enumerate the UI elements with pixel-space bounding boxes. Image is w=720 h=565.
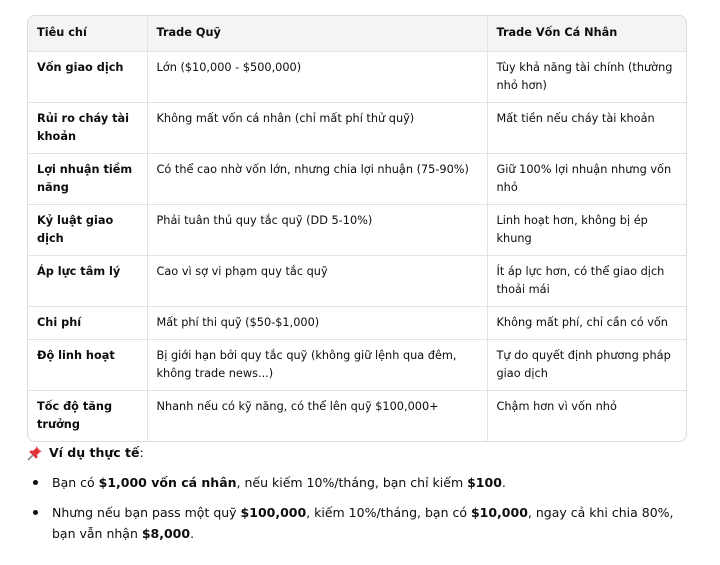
text: Bạn có xyxy=(52,475,99,490)
row-criteria: Chi phí xyxy=(28,307,147,340)
row-criteria: Lợi nhuận tiềm năng xyxy=(28,154,147,205)
row-fund-value: Bị giới hạn bởi quy tắc quỹ (không giữ lệnh qua đêm, không trade news...) xyxy=(147,340,487,391)
example-heading xyxy=(27,443,144,463)
row-criteria: Tốc độ tăng trưởng xyxy=(37,400,113,431)
table-row xyxy=(28,103,686,154)
row-criteria: Rủi ro cháy tài khoản xyxy=(28,103,147,154)
text: , ngay cả khi chia 80%, bạn vẫn nhận xyxy=(52,505,674,541)
header-fund-trading: Trade Quỹ xyxy=(147,16,487,52)
row-personal-value: Ít áp lực hơn, có thể giao dịch thoải mái xyxy=(487,256,686,307)
row-fund-value: Mất phí thi quỹ ($50-$1,000) xyxy=(147,307,487,340)
row-fund-value: Cao vì sợ vi phạm quy tắc quỹ xyxy=(147,256,487,307)
pushpin-icon xyxy=(27,445,43,461)
row-personal-value: Tự do quyết định phương pháp giao dịch xyxy=(487,340,686,391)
row-fund-value: Lớn ($10,000 - $500,000) xyxy=(147,52,487,103)
row-fund-value: Có thể cao nhờ vốn lớn, nhưng chia lợi nhuận (75-90%) xyxy=(147,154,487,205)
text: , kiếm 10%/tháng, bạn có xyxy=(306,505,471,520)
list-item xyxy=(27,472,697,493)
example-list xyxy=(27,472,697,553)
text: . xyxy=(190,526,195,541)
row-fund-value: Không mất vốn cá nhân (chỉ mất phí thử quỹ) xyxy=(147,103,487,154)
header-criteria: Tiêu chí xyxy=(28,16,147,52)
row-criteria: Áp lực tâm lý xyxy=(28,256,147,307)
table-row xyxy=(28,154,686,205)
row-criteria: Kỷ luật giao dịch xyxy=(28,205,147,256)
row-personal-value: Tùy khả năng tài chính (thường nhỏ hơn) xyxy=(487,52,686,103)
row-criteria: Vốn giao dịch xyxy=(28,52,147,103)
row-criteria: Độ linh hoạt xyxy=(28,340,147,391)
table-row xyxy=(28,205,686,256)
bold-text: $100,000 xyxy=(240,505,307,520)
row-personal-value: Giữ 100% lợi nhuận nhưng vốn nhỏ xyxy=(487,154,686,205)
bold-text: $100 xyxy=(467,475,502,490)
table-row xyxy=(28,391,686,442)
table-row xyxy=(28,52,686,103)
text: , nếu kiếm 10%/tháng, bạn chỉ kiếm xyxy=(236,475,468,490)
table-row xyxy=(28,256,686,307)
table-row xyxy=(28,307,686,340)
table-header-row xyxy=(28,16,686,52)
header-personal-capital: Trade Vốn Cá Nhân xyxy=(487,16,686,52)
text: . xyxy=(501,475,506,490)
bold-text: $8,000 xyxy=(141,526,191,541)
list-item xyxy=(27,502,697,544)
row-personal-value: Linh hoạt hơn, không bị ép khung xyxy=(487,205,686,256)
row-fund-value: Nhanh nếu có kỹ năng, có thể lên quỹ $100,000+ xyxy=(147,391,487,442)
bold-text: $10,000 xyxy=(470,505,528,520)
comparison-table xyxy=(28,16,686,441)
row-personal-value: Không mất phí, chỉ cần có vốn xyxy=(487,307,686,340)
row-fund-value: Phải tuân thủ quy tắc quỹ (DD 5-10%) xyxy=(147,205,487,256)
comparison-table-container xyxy=(27,15,687,442)
bold-text: $1,000 vốn cá nhân xyxy=(98,475,237,490)
example-title-colon: : xyxy=(139,445,144,460)
example-title: Ví dụ thực tế xyxy=(49,445,140,460)
row-personal-value: Chậm hơn vì vốn nhỏ xyxy=(487,391,686,442)
row-personal-value: Mất tiền nếu cháy tài khoản xyxy=(487,103,686,154)
table-row xyxy=(28,340,686,391)
text: Nhưng nếu bạn pass một quỹ xyxy=(52,505,241,520)
